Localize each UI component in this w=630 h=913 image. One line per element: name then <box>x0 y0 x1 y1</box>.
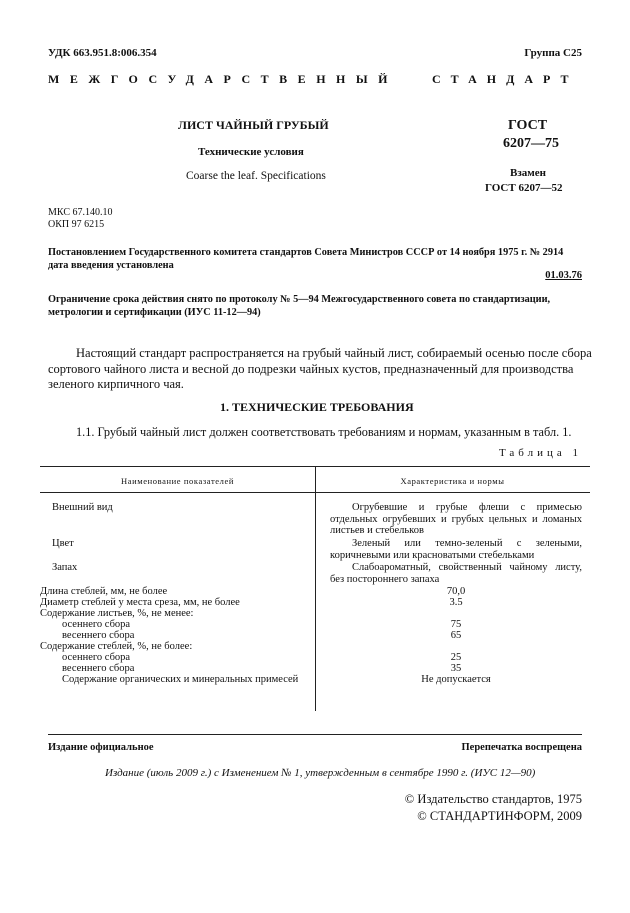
table-label: Таблица 1 <box>498 447 582 459</box>
row-value: Не допускается <box>421 674 491 685</box>
effective-date: 01.03.76 <box>545 270 582 281</box>
edition-note: Издание (июль 2009 г.) с Изменением № 1, утвержденным в сентябре 1990 г. (ИУС 12—90) <box>105 767 536 779</box>
table-header-divider <box>315 466 316 492</box>
copyright-2009: © СТАНДАРТИНФОРМ, 2009 <box>417 809 582 823</box>
intro-line2: сортового чайного листа и весной до подрезки чайных кустов, предназначенный для производства <box>48 361 574 376</box>
row-value: Слабоароматный, свойственный чайному листу, без постороннего запаха <box>330 562 582 585</box>
intro-paragraph <box>48 346 592 393</box>
row-value: Зеленый или темно-зеленый с зелеными, коричневыми или красноватыми стебельками <box>330 538 582 561</box>
row-name: осеннего сбора <box>62 619 131 630</box>
doc-english-title: Coarse the leaf. Specifications <box>186 170 326 182</box>
row-name: Цвет <box>52 538 74 549</box>
row-value: 70,0 <box>446 586 466 597</box>
row-name: Длина стеблей, мм, не более <box>40 586 168 597</box>
intro-line1: Настоящий стандарт распространяется на грубый чайный лист, собираемый осенью после сбора <box>76 346 592 360</box>
gost-number: 6207—75 <box>503 136 559 151</box>
row-name: весеннего сбора <box>62 630 135 641</box>
row-value: 3.5 <box>449 597 463 608</box>
mks-code: МКС 67.140.10 <box>48 207 113 218</box>
limitation-line1: Ограничение срока действия снято по протоколу № 5—94 Межгосударственного совета по стандартизации, <box>48 294 551 305</box>
doc-subtitle: Технические условия <box>198 146 304 158</box>
table-col2-header: Характеристика и нормы <box>400 476 505 486</box>
row-value: 75 <box>450 619 462 630</box>
row-name: Содержание стеблей, %, не более: <box>40 641 193 652</box>
banner-right: СТАНДАРТ <box>432 72 579 86</box>
replaces-value: ГОСТ 6207—52 <box>485 182 563 194</box>
copyright-1975: © Издательство стандартов, 1975 <box>404 792 582 806</box>
footer-rule <box>48 734 582 735</box>
row-value: 65 <box>450 630 462 641</box>
banner-left: МЕЖГОСУДАРСТВЕННЫЙ <box>48 72 398 86</box>
row-name: Содержание листьев, %, не менее: <box>40 608 194 619</box>
row-name: Содержание органических и минеральных примесей <box>62 674 299 685</box>
section-heading: 1. ТЕХНИЧЕСКИЕ ТРЕБОВАНИЯ <box>220 400 414 414</box>
gost-label: ГОСТ <box>508 118 548 133</box>
row-value: 35 <box>450 663 462 674</box>
requirements-table <box>40 466 590 711</box>
row-name: осеннего сбора <box>62 652 131 663</box>
table-col1-header: Наименование показателей <box>120 476 234 486</box>
row-name: Диаметр стеблей у места среза, мм, не более <box>40 597 240 608</box>
row-name: Внешний вид <box>52 502 113 513</box>
intro-line3: зеленого кирпичного чая. <box>48 377 184 391</box>
group-code: Группа С25 <box>524 47 582 59</box>
udc-code: УДК 663.951.8:006.354 <box>48 47 157 59</box>
table-col-divider <box>315 492 316 711</box>
replaces-label: Взамен <box>510 167 546 179</box>
official-edition: Издание официальное <box>48 742 154 753</box>
doc-title: ЛИСТ ЧАЙНЫЙ ГРУБЫЙ <box>178 118 329 132</box>
row-value: 25 <box>450 652 462 663</box>
okp-code: ОКП 97 6215 <box>48 219 105 230</box>
reprint-prohibited: Перепечатка воспрещена <box>461 742 582 753</box>
section-clause: 1.1. Грубый чайный лист должен соответствовать требованиям и нормам, указанным в табл. 1. <box>76 425 572 439</box>
decree-line2: дата введения установлена <box>48 260 174 271</box>
row-name: весеннего сбора <box>62 663 135 674</box>
row-name: Запах <box>52 562 78 573</box>
limitation-line2: метрологии и сертификации (ИУС 11-12—94) <box>48 307 261 318</box>
row-value: Огрубевшие и грубые флеши с примесью отдельных огрубевших и грубых цельных и ломаных листьев и стебельков <box>330 502 582 536</box>
decree-line1: Постановлением Государственного комитета стандартов Совета Министров СССР от 14 ноября 1975 г. № 2914 <box>48 247 564 258</box>
